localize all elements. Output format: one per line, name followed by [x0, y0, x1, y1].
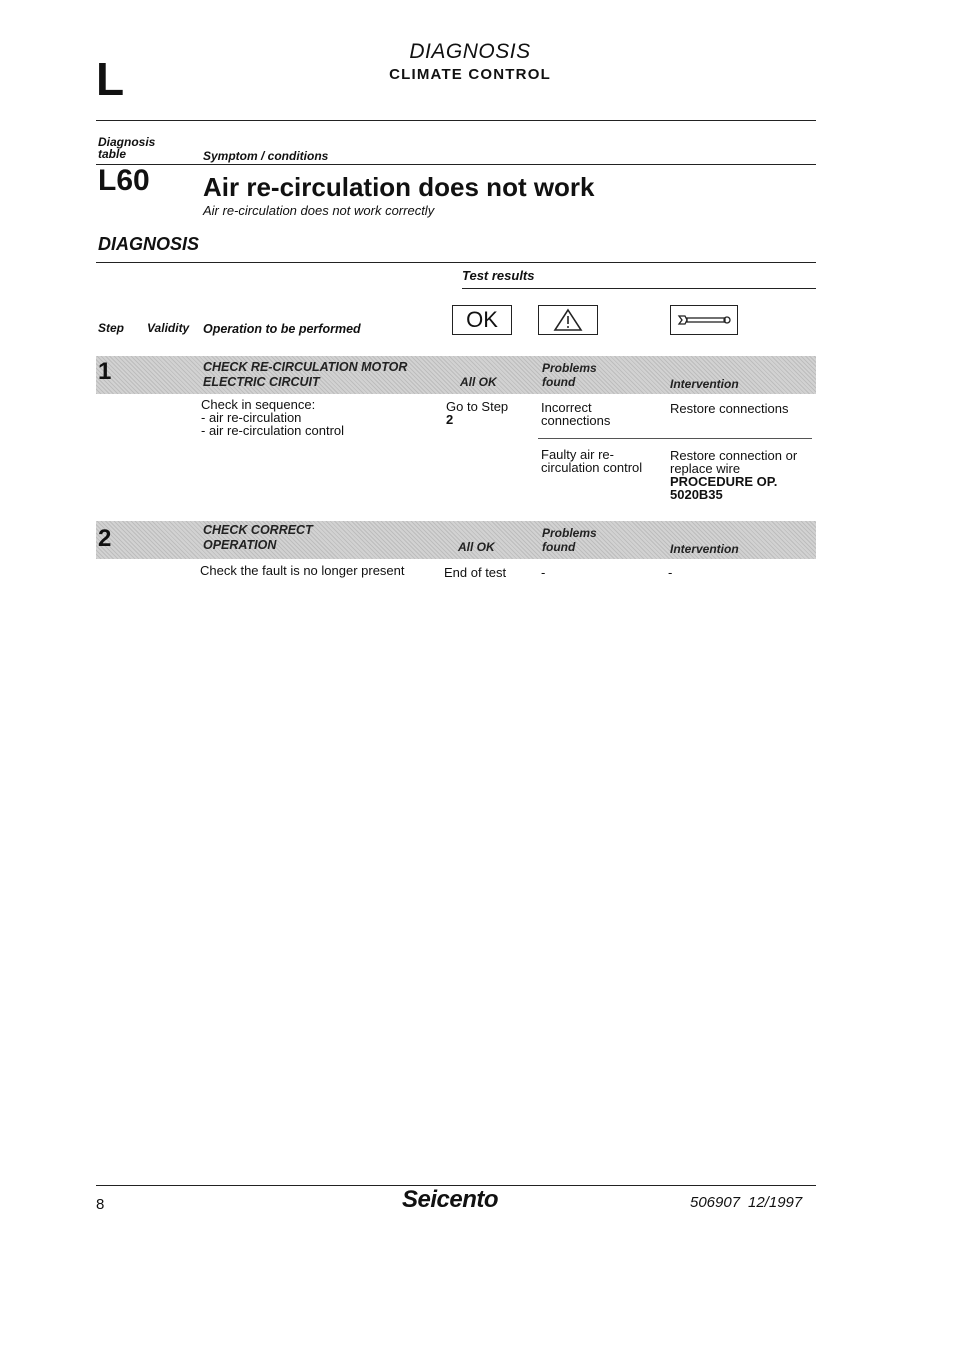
symptom-conditions-label: Symptom / conditions [203, 149, 329, 163]
test-results-label: Test results [462, 268, 535, 283]
step-1-band [96, 356, 816, 394]
step-1-problem-2-line2: circulation control [541, 460, 643, 475]
step-2-title [203, 523, 313, 553]
diagnosis-table-label-line1: Diagnosis [98, 135, 156, 149]
step-1-intervention-2-line1: Restore connection or [670, 448, 798, 463]
warning-triangle-svg [553, 308, 583, 332]
step-1-operation-line2: - air re-circulation [201, 410, 302, 425]
section-letter: L [96, 53, 125, 105]
step-1-all-ok-label: All OK [460, 375, 497, 389]
step-1-procedure-line2: 5020B35 [670, 487, 723, 502]
step-1-procedure-line1: PROCEDURE OP. [670, 474, 778, 489]
step-2-intervention: - [668, 565, 673, 580]
step-1-problem-1-line1: Incorrect [541, 400, 592, 415]
step-1-problem-divider [538, 438, 812, 439]
step-1-intervention-2 [670, 449, 797, 501]
step-1-problem-2-line1: Faulty air re- [541, 447, 614, 462]
fault-code: L60 [98, 164, 150, 197]
col-step: Step [98, 321, 125, 335]
step-1-problems-line1: Problems [542, 361, 597, 375]
step-2-number: 2 [98, 525, 112, 552]
diagnosis-table-label-line2: table [98, 147, 127, 161]
page-subtitle: CLIMATE CONTROL [389, 66, 551, 83]
brand-logo: Seicento [401, 1186, 499, 1213]
step-1-title-line1: CHECK RE-CIRCULATION MOTOR [203, 360, 408, 374]
step-2-problems-line1: Problems [542, 526, 597, 540]
step-1-intervention-2-line2: replace wire [670, 461, 741, 476]
step-2-band [96, 521, 816, 559]
warning-triangle-icon [538, 305, 598, 335]
col-operation: Operation to be performed [203, 322, 361, 336]
symptom-rule [96, 164, 816, 165]
step-1-title [203, 360, 407, 390]
document-reference: 506907 [690, 1194, 741, 1211]
document-date: 12/1997 [748, 1194, 803, 1211]
step-1-operation-line1: Check in sequence: [201, 397, 316, 412]
step-1-intervention-label: Intervention [670, 377, 739, 391]
col-validity: Validity [147, 321, 190, 335]
wrench-svg [676, 310, 732, 330]
step-2-problems-label [542, 526, 597, 554]
step-1-number: 1 [98, 358, 112, 385]
step-2-problems-line2: found [542, 540, 576, 554]
fault-description: Air re-circulation does not work correctly [203, 203, 435, 218]
step-2-title-line2: OPERATION [203, 538, 277, 552]
step-1-problems-label [542, 361, 597, 389]
step-2-problem: - [541, 565, 546, 580]
step-1-operation-line3: - air re-circulation control [201, 423, 345, 438]
step-2-all-ok-label: All OK [458, 540, 495, 554]
page-title: DIAGNOSIS [409, 40, 531, 63]
step-1-operation [201, 398, 344, 437]
step-1-ok-line2: 2 [446, 412, 454, 427]
header-rule [96, 120, 816, 121]
step-1-ok-result [446, 400, 508, 426]
step-1-title-line2: ELECTRIC CIRCUIT [203, 375, 320, 389]
diagnosis-heading: DIAGNOSIS [98, 234, 200, 254]
test-results-rule [462, 288, 816, 289]
step-1-problems-line2: found [542, 375, 576, 389]
step-2-ok-result: End of test [444, 565, 507, 580]
step-1-intervention-1 [670, 402, 789, 415]
step-2-operation: Check the fault is no longer present [200, 563, 405, 578]
step-2-intervention-label: Intervention [670, 542, 739, 556]
step-1-intervention-1-line1: Restore connections [670, 401, 789, 416]
diagnosis-rule [96, 262, 816, 263]
diagnosis-table-label [98, 136, 155, 160]
step-1-problem-1 [541, 401, 610, 427]
step-1-ok-line1: Go to Step [446, 399, 509, 414]
ok-icon [452, 305, 512, 335]
page-number: 8 [96, 1196, 105, 1213]
wrench-icon [670, 305, 738, 335]
step-2-title-line1: CHECK CORRECT [203, 523, 313, 537]
ok-icon-text: OK [466, 307, 498, 332]
step-1-problem-2 [541, 448, 642, 474]
fault-title: Air re-circulation does not work [203, 172, 595, 202]
step-1-problem-1-line2: connections [541, 413, 611, 428]
